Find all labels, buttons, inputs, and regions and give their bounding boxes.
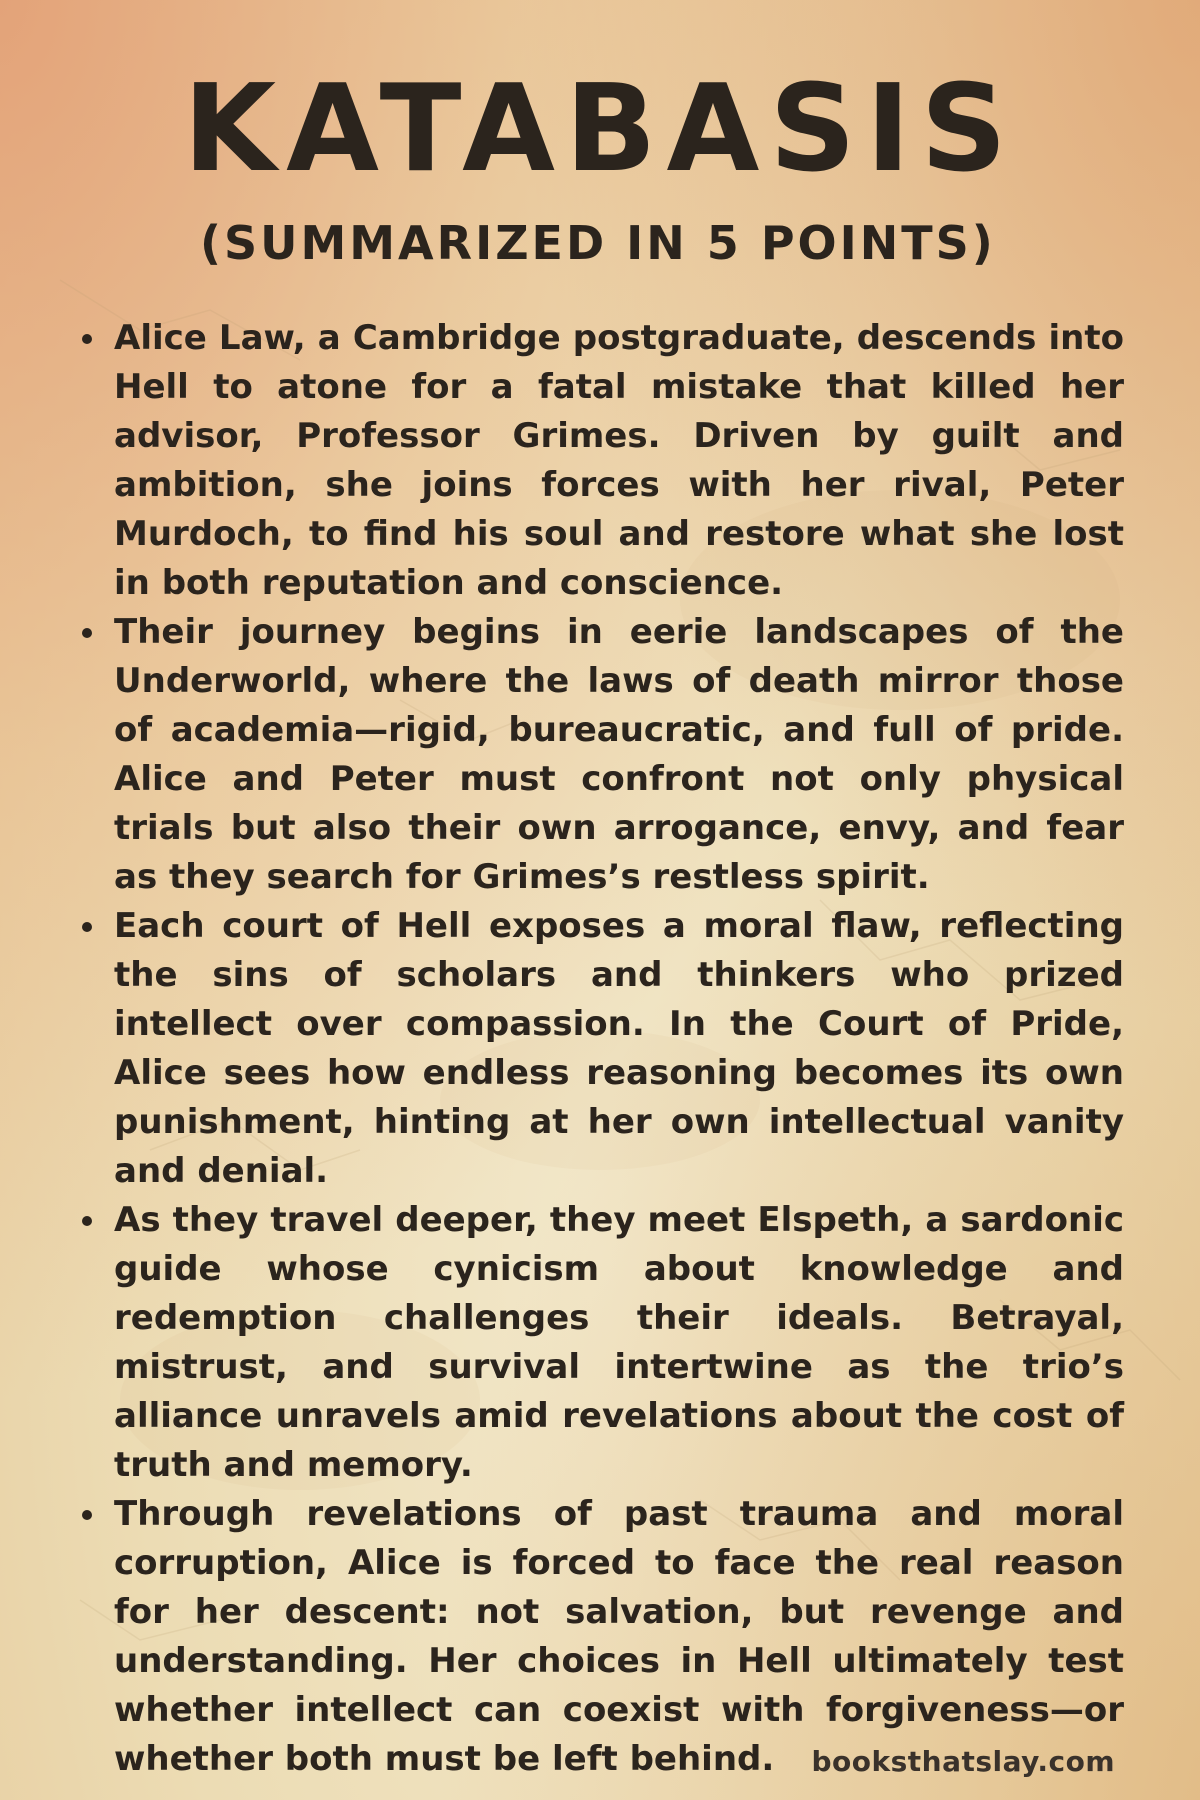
summary-point-3 <box>78 902 1124 1196</box>
page-title: KATABASIS <box>183 60 1017 199</box>
summary-point-4 <box>78 1196 1124 1490</box>
summary-points-list <box>78 314 1124 1784</box>
summary-point-5 <box>78 1490 1124 1784</box>
bullet-icon <box>82 1510 92 1520</box>
summary-point-text: Each court of Hell exposes a moral flaw, reflecting the sins of scholars and thinkers who prized intellect over compassion. In the Court of Pride, Alice sees how endless reasoning becomes its own punishment, hinting at her own intellectual vanity and denial. <box>114 906 1124 1191</box>
summary-point-text: As they travel deeper, they meet Elspeth, a sardonic guide whose cynicism about knowledge and redemption challenges their ideals. Betrayal, mistrust, and survival intertwine as the trio’s alliance unravels amid revelations about the cost of truth and memory. <box>114 1200 1124 1485</box>
bullet-icon <box>82 1216 92 1226</box>
page-subtitle: (SUMMARIZED IN 5 POINTS) <box>200 216 996 270</box>
summary-point-1 <box>78 314 1124 608</box>
bullet-icon <box>82 334 92 344</box>
summary-point-text: Alice Law, a Cambridge postgraduate, descends into Hell to atone for a fatal mistake that killed her advisor, Professor Grimes. Driven by guilt and ambition, she joins forces with her rival, Peter Murdoch, to find his soul and restore what she lost in both reputation and conscience. <box>114 318 1124 603</box>
bullet-icon <box>82 922 92 932</box>
site-watermark: booksthatslay.com <box>811 1745 1115 1778</box>
summary-point-2 <box>78 608 1124 902</box>
bullet-icon <box>82 628 92 638</box>
summary-point-text: Their journey begins in eerie landscapes of the Underworld, where the laws of death mirror those of academia—rigid, bureaucratic, and full of pride. Alice and Peter must confront not only physical trials but also their own arrogance, envy, and fear as they search for Grimes’s restless spirit. <box>114 612 1124 897</box>
summary-point-text: Through revelations of past trauma and moral corruption, Alice is forced to face the real reason for her descent: not salvation, but revenge and understanding. Her choices in Hell ultimately test whether intellect can coexist with forgiveness—or whether both must be left behind. <box>114 1494 1124 1779</box>
